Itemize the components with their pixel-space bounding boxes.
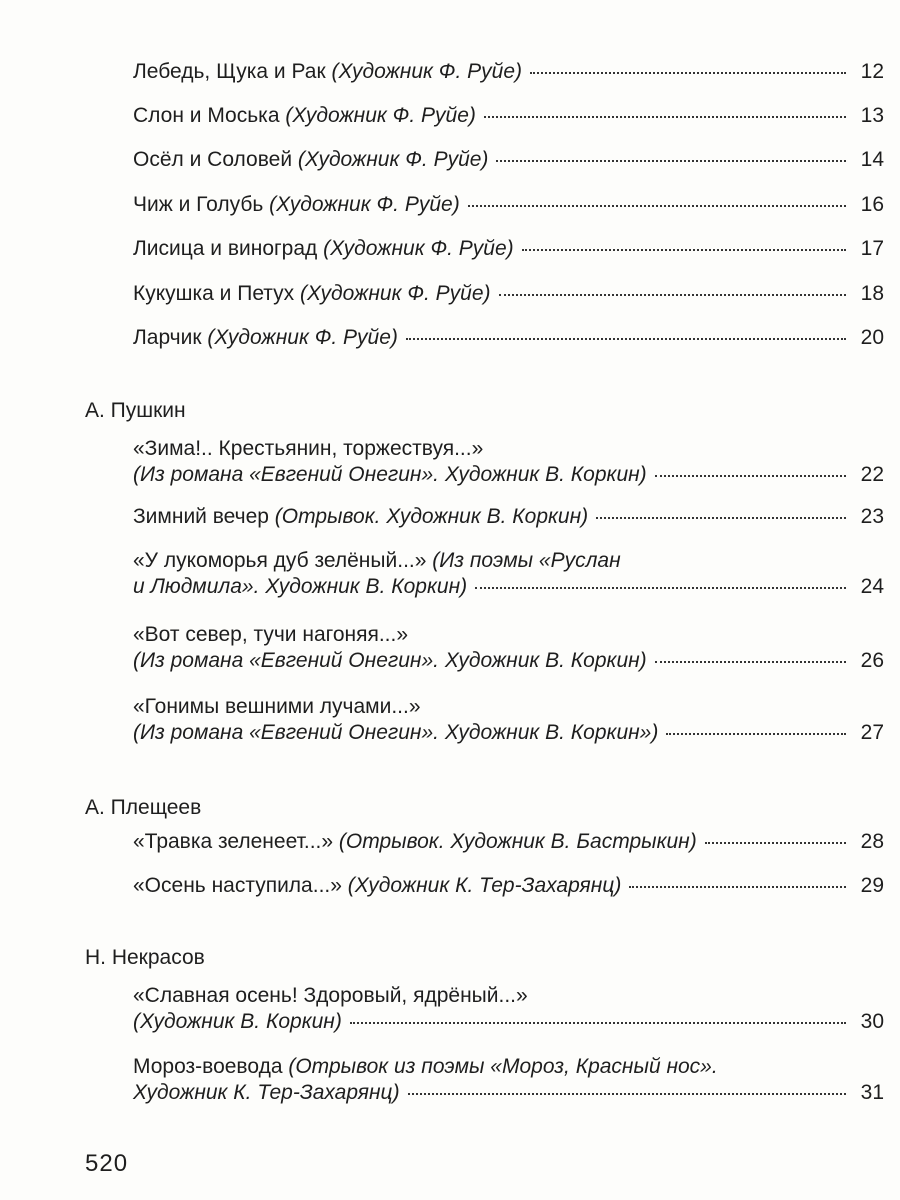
entry-title: Лебедь, Щука и Рак (133, 60, 326, 83)
entry-page: 30 (860, 1010, 884, 1033)
entry-title: Зимний вечер (133, 505, 269, 528)
entry-title: «У лукоморья дуб зелёный...» (133, 549, 427, 572)
toc-entry (133, 549, 884, 599)
entry-title: Слон и Моська (133, 104, 280, 127)
entry-page: 13 (860, 104, 884, 127)
dot-leader (468, 204, 846, 207)
toc-entry (133, 60, 884, 84)
entry-title: «Зима!.. Крестьянин, торжествуя...» (133, 437, 484, 460)
entry-title: «Травка зеленеет...» (133, 830, 334, 853)
entry-title: Лисица и виноград (133, 237, 318, 260)
dot-leader (496, 159, 846, 162)
toc-entry (133, 437, 884, 487)
toc-entry (133, 326, 884, 350)
toc-entry (133, 623, 884, 673)
entry-title: Осёл и Соловей (133, 148, 293, 171)
entry-page: 17 (860, 237, 884, 260)
entry-note: (Отрывок. Художник В. Бастрыкин) (338, 830, 697, 853)
dot-leader (350, 1021, 846, 1024)
entry-title: Мороз-воевода (133, 1055, 283, 1078)
entry-page: 27 (860, 721, 884, 744)
entry-page: 31 (860, 1081, 884, 1104)
entry-note: (Отрывок из поэмы «Мороз, Красный нос». (288, 1055, 718, 1078)
dot-leader (655, 660, 846, 663)
entry-page: 22 (860, 463, 884, 486)
dot-leader (705, 841, 846, 844)
entry-page: 18 (860, 282, 884, 305)
entry-page: 14 (860, 148, 884, 171)
toc-entry (133, 237, 884, 261)
entry-note: (Из романа «Евгений Онегин». Художник В. Коркин) (133, 463, 647, 486)
entry-note: (Художник К. Тер-Захарянц) (347, 874, 622, 897)
entry-page: 29 (860, 874, 884, 897)
entry-note: (Художник Ф. Руйе) (297, 148, 489, 171)
toc-entry (133, 874, 884, 898)
dot-leader (596, 516, 846, 519)
toc-entry (133, 104, 884, 128)
entry-note: и Людмила». Художник В. Коркин) (133, 575, 468, 598)
entry-page: 28 (860, 830, 884, 853)
entry-note: (Художник Ф. Руйе) (285, 104, 476, 127)
entry-page: 20 (860, 326, 884, 349)
entry-note: (Из поэмы «Руслан (432, 549, 621, 572)
dot-leader (666, 732, 846, 735)
entry-note: (Художник Ф. Руйе) (331, 60, 523, 83)
entry-note: (Из романа «Евгений Онегин». Художник В. Коркин) (133, 649, 647, 672)
toc-entry (133, 193, 884, 217)
entry-note: (Из романа «Евгений Онегин». Художник В. Коркин») (133, 721, 659, 744)
entry-title: Ларчик (133, 326, 202, 349)
entry-page: 12 (860, 60, 884, 83)
dot-leader (406, 337, 846, 340)
author-heading: Н. Некрасов (85, 946, 205, 969)
entry-note: (Художник Ф. Руйе) (269, 193, 460, 216)
entry-title: «Гонимы вешними лучами...» (133, 695, 421, 718)
dot-leader (522, 248, 846, 251)
dot-leader (484, 115, 846, 118)
dot-leader (655, 474, 846, 477)
entry-title: «Славная осень! Здоровый, ядрёный...» (133, 984, 528, 1007)
entry-title: Кукушка и Петух (133, 282, 295, 305)
toc-entry (133, 505, 884, 529)
toc-entry (133, 282, 884, 306)
toc-entry (133, 984, 884, 1034)
entry-note: Художник К. Тер-Захарянц) (133, 1081, 400, 1104)
toc-entry (133, 1055, 884, 1105)
entry-page: 16 (860, 193, 884, 216)
entry-note: (Отрывок. Художник В. Коркин) (274, 505, 589, 528)
entry-note: (Художник Ф. Руйе) (207, 326, 398, 349)
entry-title: «Осень наступила...» (133, 874, 342, 897)
dot-leader (475, 586, 846, 589)
dot-leader (499, 293, 846, 296)
page-number: 520 (85, 1150, 129, 1177)
entry-title: Чиж и Голубь (133, 193, 264, 216)
entry-page: 26 (860, 649, 884, 672)
entry-note: (Художник В. Коркин) (133, 1010, 342, 1033)
dot-leader (530, 71, 846, 74)
entry-title: «Вот север, тучи нагоняя...» (133, 623, 409, 646)
toc-entry (133, 148, 884, 172)
entry-page: 23 (860, 505, 884, 528)
entry-page: 24 (860, 575, 884, 598)
author-heading: А. Пушкин (85, 399, 186, 422)
dot-leader (408, 1092, 846, 1095)
toc-entry (133, 830, 884, 854)
dot-leader (629, 885, 846, 888)
author-heading: А. Плещеев (85, 796, 202, 819)
entry-note: (Художник Ф. Руйе) (300, 282, 491, 305)
toc-entry (133, 695, 884, 745)
entry-note: (Художник Ф. Руйе) (323, 237, 514, 260)
